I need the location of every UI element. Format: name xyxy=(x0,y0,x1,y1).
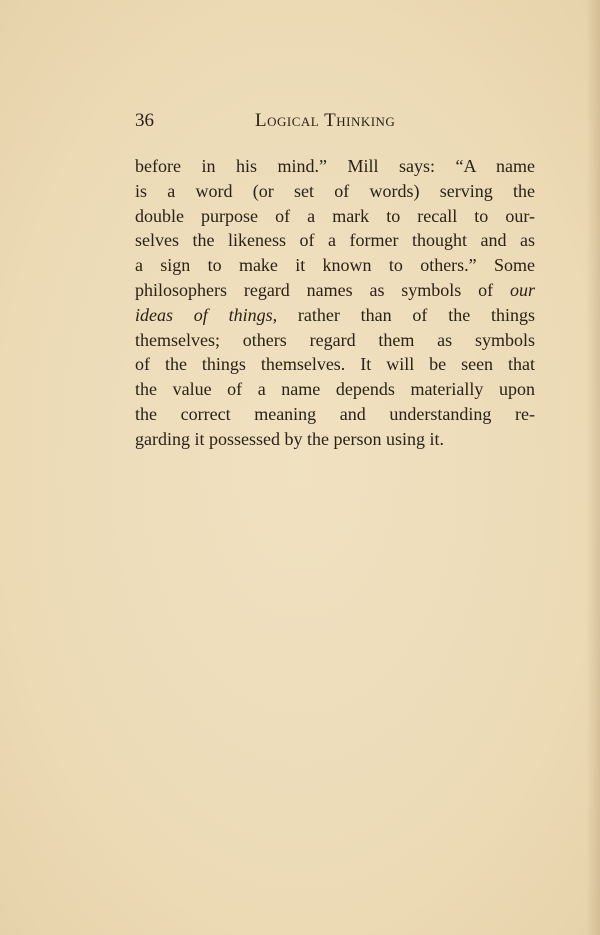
line-text: before in his mind.” Mill says: “A name xyxy=(135,156,535,176)
text-line xyxy=(135,352,535,377)
page-edge-shadow xyxy=(586,0,600,935)
line-text: of the things themselves. It will be seen that xyxy=(135,354,535,375)
italic-text: ideas of things xyxy=(135,304,273,325)
text-line xyxy=(135,427,535,452)
page-number: 36 xyxy=(135,110,154,131)
text-line xyxy=(135,402,535,427)
line-text: the correct meaning and understanding re- xyxy=(135,403,535,424)
italic-text: our xyxy=(509,279,535,300)
line-text: philosophers regard names as symbols of xyxy=(135,279,510,300)
line-text: selves the likeness of a former thought and as xyxy=(135,230,535,251)
line-text: garding it possessed by the person using it. xyxy=(135,428,444,449)
text-line xyxy=(135,278,535,303)
line-text: is a word (or set of words) serving the xyxy=(135,180,535,201)
line-text: double purpose of a mark to recall to our- xyxy=(135,205,535,226)
line-text: the value of a name depends materially upon xyxy=(135,379,535,400)
text-line xyxy=(135,303,535,328)
text-line xyxy=(135,204,535,229)
body-text xyxy=(135,154,535,452)
line-text: , rather than of the things xyxy=(272,304,535,325)
line-text: a sign to make it known to others.” Some xyxy=(135,255,535,276)
running-title: Logical Thinking xyxy=(255,110,396,131)
text-line xyxy=(135,228,535,253)
text-line xyxy=(135,328,535,353)
line-text: themselves; others regard them as symbols xyxy=(135,329,535,350)
text-line xyxy=(135,179,535,204)
text-line xyxy=(135,154,535,179)
page-header xyxy=(135,110,535,134)
text-line xyxy=(135,377,535,402)
text-line xyxy=(135,253,535,278)
